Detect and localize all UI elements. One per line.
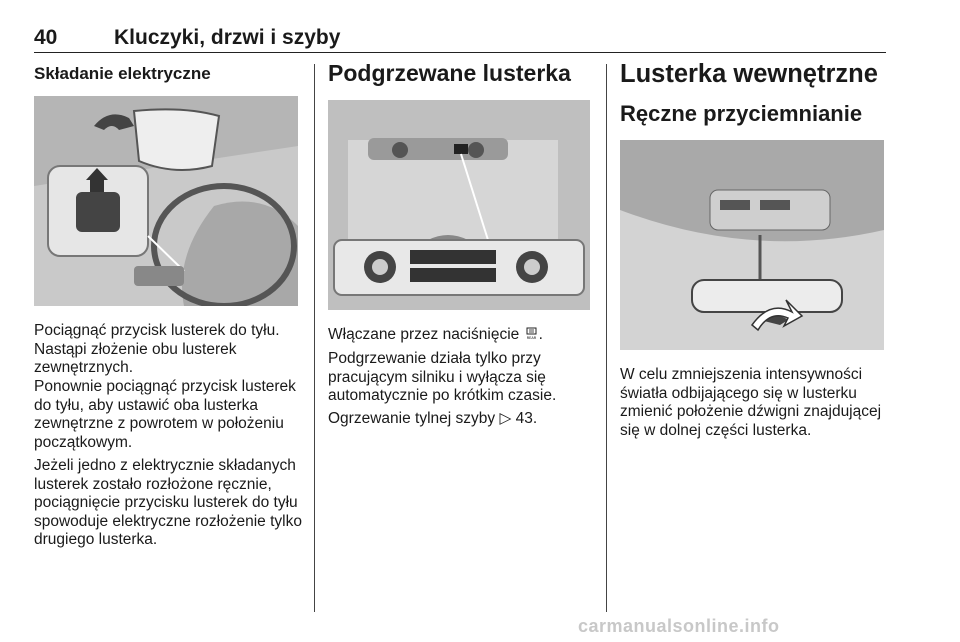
column-3: [620, 60, 890, 127]
paragraph: Pociągnąć przycisk lusterek do tyłu. Nastąpi złożenie obu lusterek zewnętrznych.: [34, 322, 280, 376]
column-1: [34, 60, 302, 84]
paragraph-text: Ogrzewanie tylnej szyby: [328, 410, 496, 427]
section-heading: Lusterka wewnętrzne: [620, 60, 878, 88]
paragraph: Jeżeli jedno z elektrycznie składanych lusterek zostało rozłożone ręcznie, pociągnięcie przycisku lusterek do tyłu spowoduje elektryczne rozłożenie tylko drugiego lusterka.: [34, 457, 302, 548]
chapter-title: Kluczyki, drzwi i szyby: [114, 26, 341, 49]
page-reference[interactable]: 43.: [515, 410, 538, 427]
cross-reference-icon: ▷: [499, 410, 512, 427]
paragraph-text: Włączane przez naciśnięcie: [328, 326, 520, 343]
paragraph: [328, 326, 594, 345]
section-subheading: Ręczne przyciemnianie: [620, 101, 863, 126]
page-number: 40: [34, 26, 58, 49]
heated-mirror-figure: [328, 100, 590, 310]
page-header: [34, 26, 886, 53]
column-2: [328, 60, 594, 87]
paragraph: [328, 410, 594, 429]
paragraph-text: .: [538, 326, 543, 343]
section-heading: Składanie elektryczne: [34, 64, 211, 83]
section-heading: Podgrzewane lusterka: [328, 60, 571, 86]
watermark: carmanualsonline.info: [578, 616, 780, 636]
rear-window-heating-icon: [526, 327, 537, 340]
paragraph: Ponownie pociągnąć przycisk lusterek do tyłu, aby ustawić oba lusterka zewnętrzne z powrotem w położeniu początkowym.: [34, 378, 296, 451]
column-divider: [314, 64, 315, 612]
column-divider: [606, 64, 607, 612]
paragraph: Podgrzewanie działa tylko przy pracującym silniku i wyłącza się automatycznie po krótkim czasie.: [328, 350, 557, 404]
paragraph: W celu zmniejszenia intensywności światła odbijającego się w lusterku zmienić położenie dźwigni znajdującej się w dolnej części lusterka.: [620, 366, 882, 439]
mirror-fold-figure: [34, 96, 298, 306]
icon-label: REAR: [526, 336, 536, 340]
interior-mirror-figure: [620, 140, 884, 350]
